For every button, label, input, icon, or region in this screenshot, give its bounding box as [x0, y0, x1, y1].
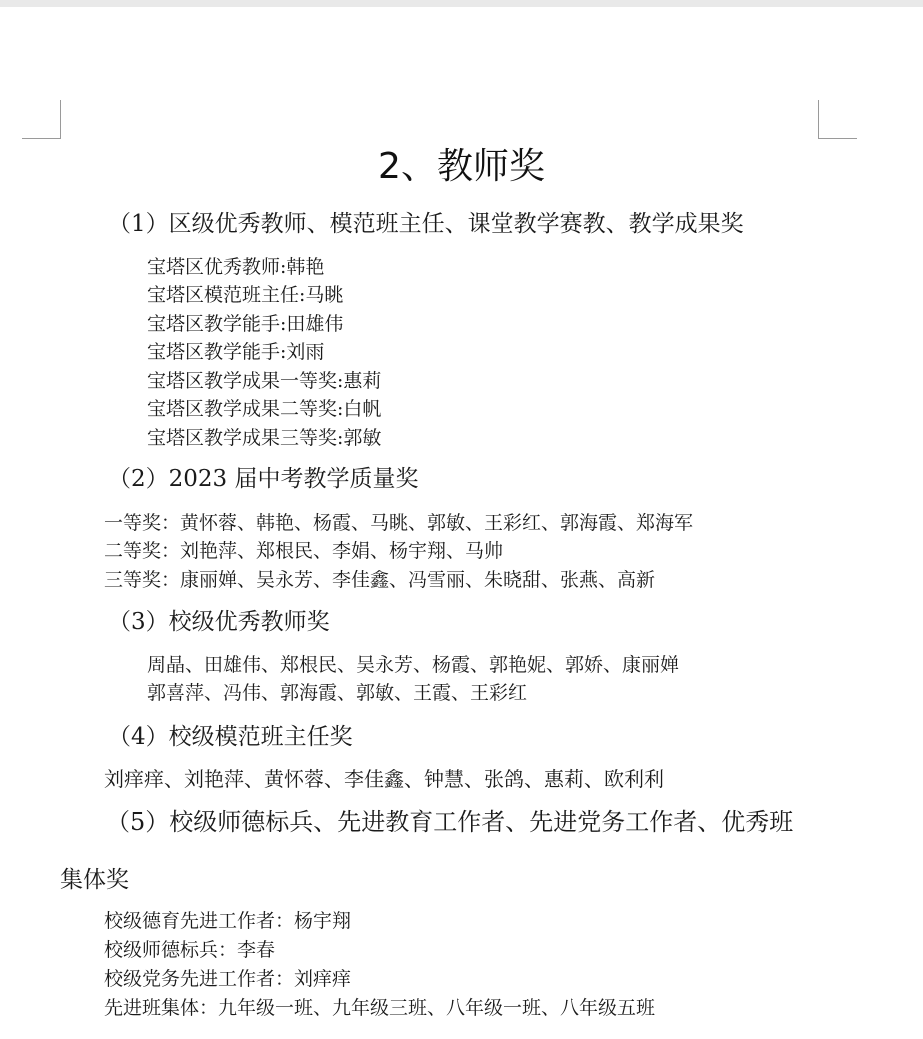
section-2-item: 三等奖：康丽婵、吴永芳、李佳鑫、冯雪丽、朱晓甜、张燕、高新: [104, 569, 656, 591]
section-1-item: 宝塔区教学成果一等奖:惠莉: [147, 370, 382, 392]
section-5-heading: （5）校级师德标兵、先进教育工作者、先进党务工作者、优秀班: [106, 808, 794, 836]
section-1-heading: （1）区级优秀教师、模范班主任、课堂教学赛教、教学成果奖: [108, 211, 744, 237]
section-2-item: 二等奖：刘艳萍、郑根民、李娟、杨宇翔、马帅: [104, 540, 504, 562]
section-5-item: 先进班集体：九年级一班、九年级三班、八年级一班、八年级五班: [104, 997, 656, 1019]
section-3-item: 周晶、田雄伟、郑根民、吴永芳、杨霞、郭艳妮、郭娇、康丽婵: [147, 654, 680, 676]
section-5-item: 校级党务先进工作者：刘痒痒: [104, 968, 352, 990]
crop-mark-top-right: [818, 100, 857, 139]
section-3-heading: （3）校级优秀教师奖: [108, 609, 330, 635]
section-1-item: 宝塔区优秀教师:韩艳: [147, 256, 325, 278]
section-2-item: 一等奖：黄怀蓉、韩艳、杨霞、马眺、郭敏、王彩红、郭海霞、郑海军: [104, 512, 694, 534]
section-2-heading: （2）2023 届中考教学质量奖: [108, 466, 419, 492]
crop-mark-top-left: [22, 100, 61, 139]
section-1-item: 宝塔区教学成果三等奖:郭敏: [147, 427, 382, 449]
section-5-item: 校级德育先进工作者：杨宇翔: [104, 910, 352, 932]
section-1-item: 宝塔区教学能手:田雄伟: [147, 313, 344, 335]
section-1-item: 宝塔区模范班主任:马眺: [147, 284, 344, 306]
section-4-item: 刘痒痒、刘艳萍、黄怀蓉、李佳鑫、钟慧、张鸽、惠莉、欧利利: [104, 767, 664, 791]
section-1-item: 宝塔区教学成果二等奖:白帆: [147, 398, 382, 420]
section-3-item: 郭喜萍、冯伟、郭海霞、郭敏、王霞、王彩红: [147, 682, 528, 704]
section-4-heading: （4）校级模范班主任奖: [108, 724, 353, 750]
window-top-strip: [0, 0, 923, 7]
section-5-item: 校级师德标兵：李春: [104, 939, 276, 961]
section-5-heading-continued: 集体奖: [60, 867, 129, 893]
page-title: 2、教师奖: [378, 146, 545, 187]
section-1-item: 宝塔区教学能手:刘雨: [147, 341, 325, 363]
